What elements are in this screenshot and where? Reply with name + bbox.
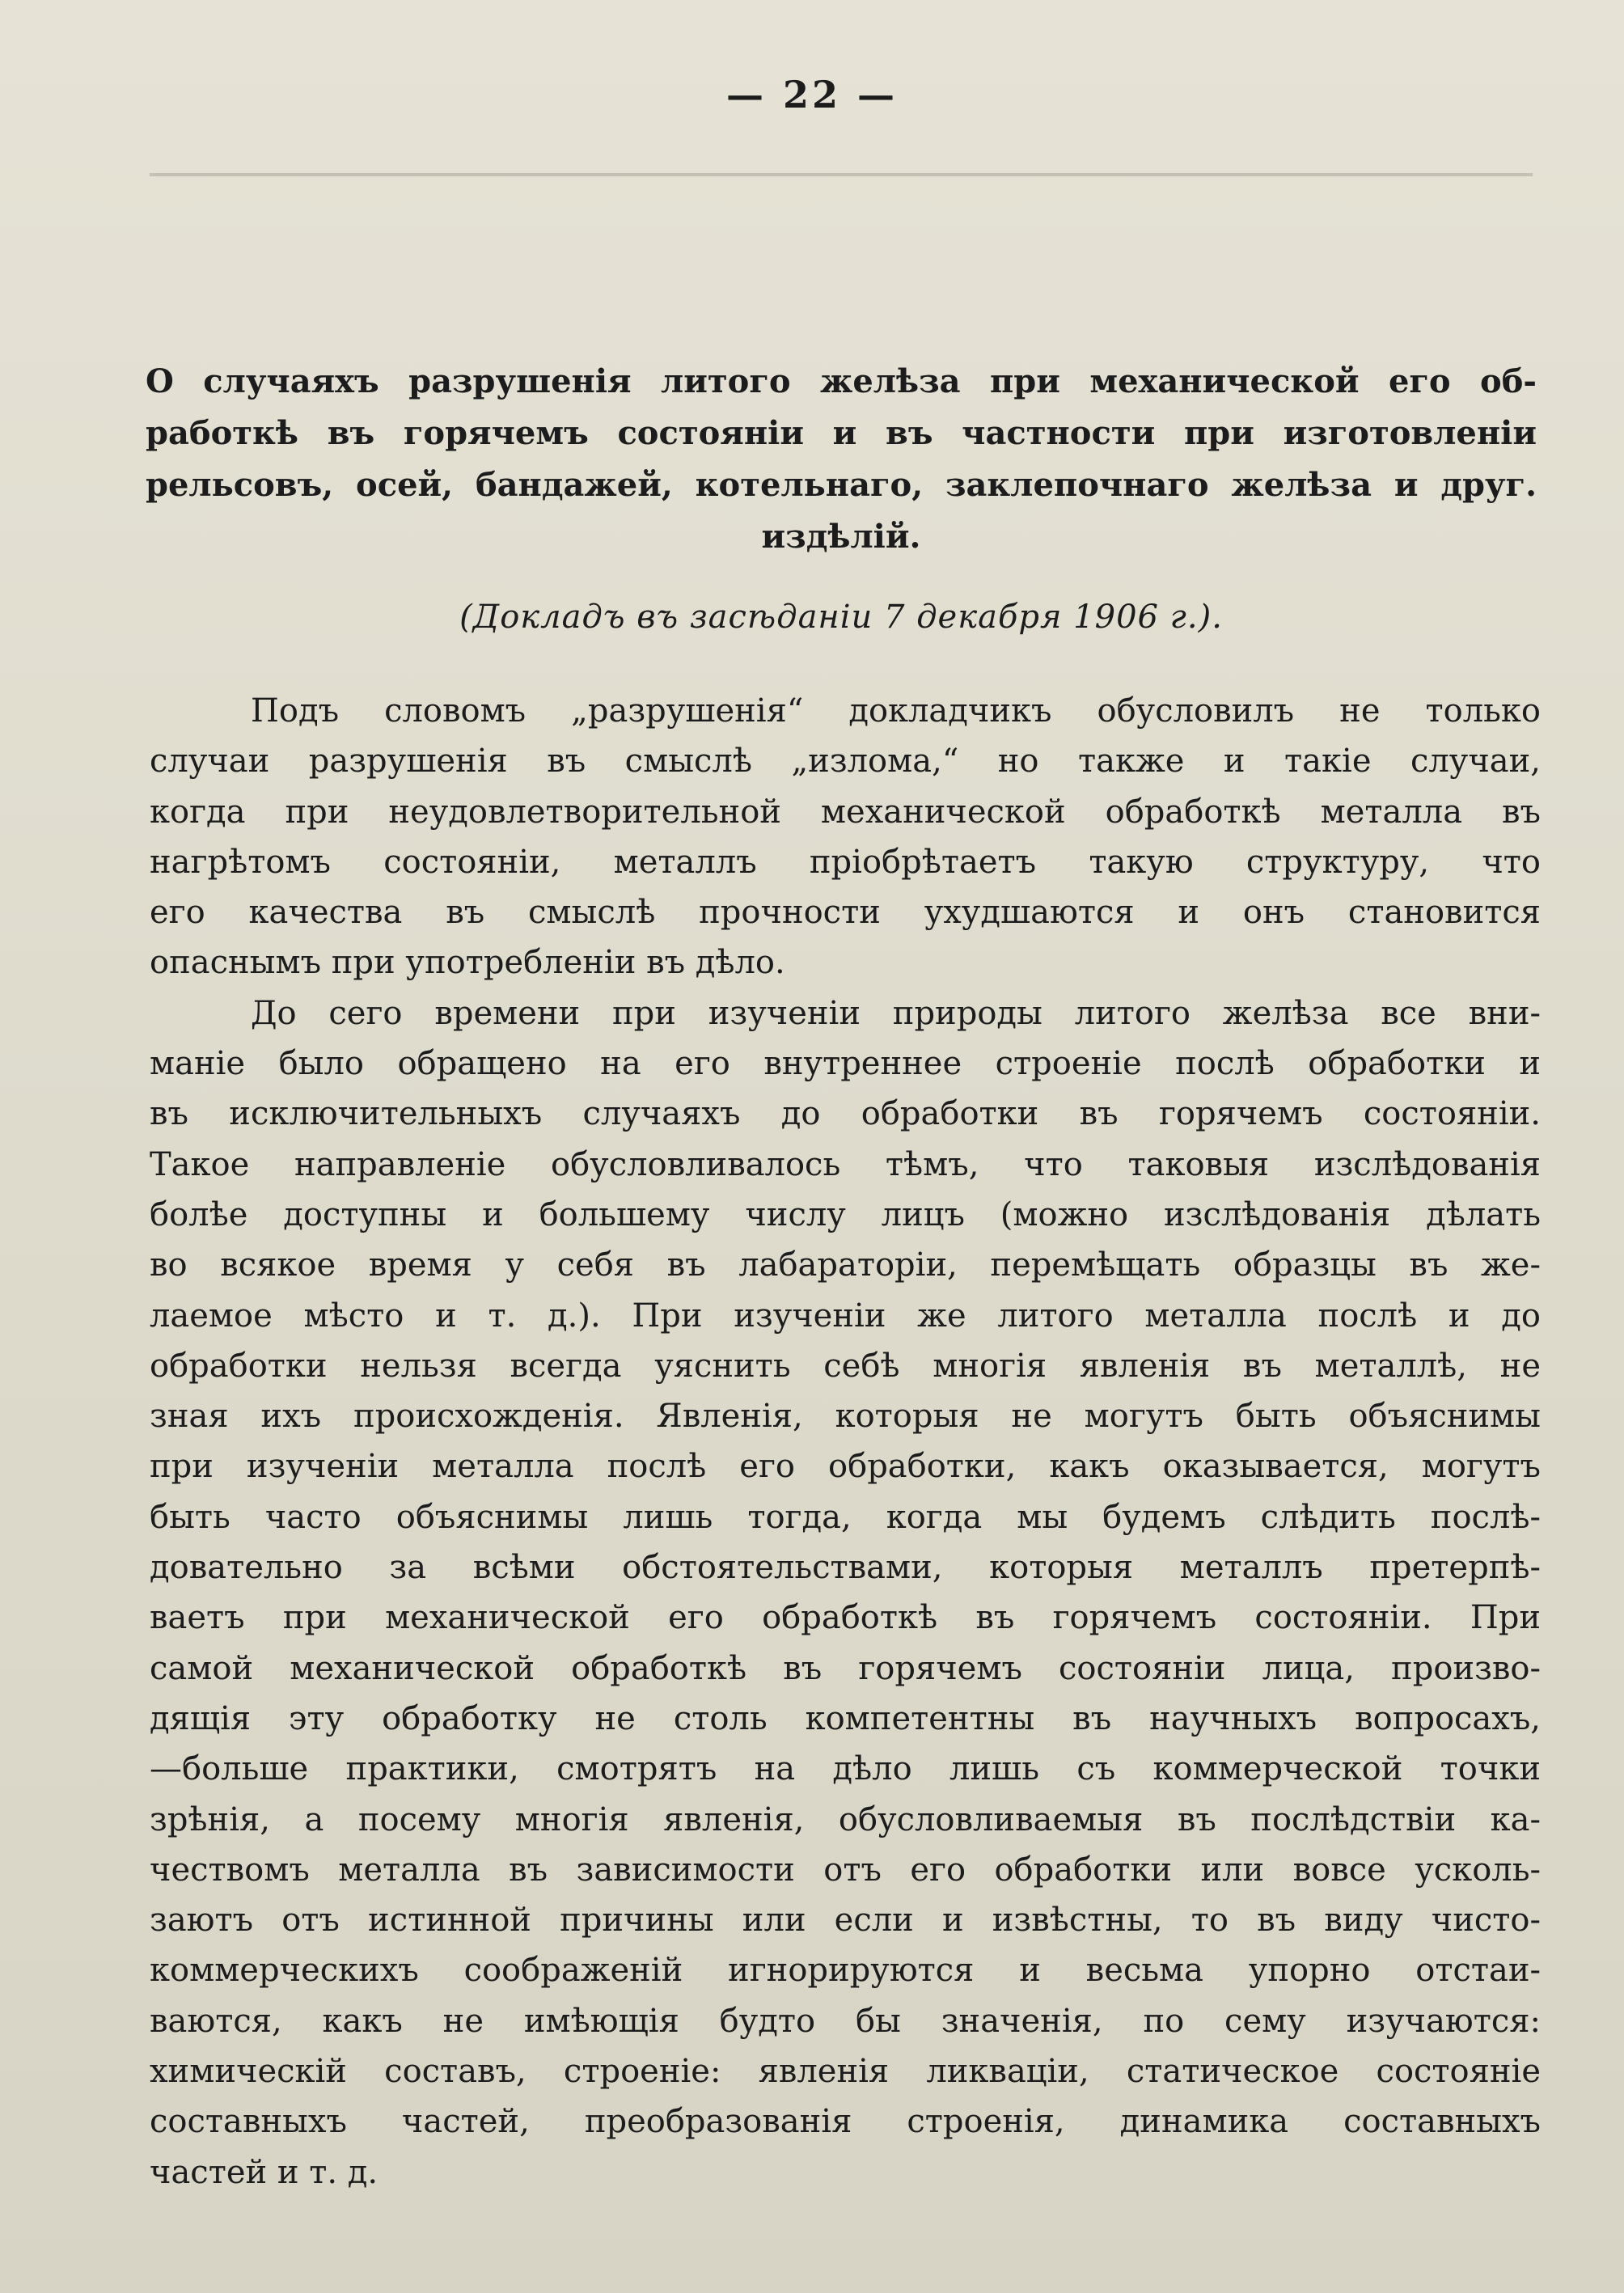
text-line: когда при неудовлетворительной механической обработкѣ металла въ xyxy=(150,793,1541,831)
title-line: О случаяхъ разрушенія литого желѣза при механической его об- xyxy=(146,362,1537,400)
text-line: при изученіи металла послѣ его обработки, какъ оказывается, могутъ xyxy=(150,1448,1541,1486)
text-line: До сего времени при изученіи природы литого желѣза все вни- xyxy=(251,994,1541,1032)
header-rule xyxy=(150,173,1533,176)
text-line: обработки нельзя всегда уяснить себѣ многія явленія въ металлѣ, не xyxy=(150,1347,1541,1385)
title-line: рельсовъ, осей, бандажей, котельнаго, заклепочнаго желѣза и друг. xyxy=(146,466,1537,504)
text-line: —больше практики, смотрятъ на дѣло лишь съ коммерческой точки xyxy=(150,1750,1541,1788)
text-line: коммерческихъ соображеній игнорируются и весьма упорно отстаи- xyxy=(150,1952,1541,1990)
text-line: Подъ словомъ „разрушенія“ докладчикъ обусловилъ не только xyxy=(251,692,1541,730)
text-line: опаснымъ при употребленіи въ дѣло. xyxy=(150,944,785,982)
article-title xyxy=(146,356,1537,563)
text-line: химическій составъ, строеніе: явленія ликваціи, статическое состояніе xyxy=(150,2053,1541,2091)
text-line: ваетъ при механической его обработкѣ въ горячемъ состояніи. При xyxy=(150,1599,1541,1637)
text-line: самой механической обработкѣ въ горячемъ состояніи лица, произво- xyxy=(150,1649,1541,1687)
title-line: издѣлій. xyxy=(761,518,921,556)
title-line: работкѣ въ горячемъ состояніи и въ частности при изготовленіи xyxy=(146,414,1537,452)
text-line: маніе было обращено на его внутреннее строеніе послѣ обработки и xyxy=(150,1045,1541,1083)
page-number: — 22 — xyxy=(725,73,899,116)
text-line: составныхъ частей, преобразованія строенія, динамика составныхъ xyxy=(150,2103,1541,2141)
text-line: довательно за всѣми обстоятельствами, которыя металлъ претерпѣ- xyxy=(150,1549,1541,1587)
text-line: нагрѣтомъ состояніи, металлъ пріобрѣтаетъ такую структуру, что xyxy=(150,843,1541,881)
text-line: быть часто объяснимы лишь тогда, когда мы будемъ слѣдить послѣ- xyxy=(150,1498,1541,1536)
text-line: заютъ отъ истинной причины или если и извѣстны, то въ виду чисто- xyxy=(150,1902,1541,1940)
text-line: зная ихъ происхожденія. Явленія, которыя не могутъ быть объяснимы xyxy=(150,1398,1541,1436)
text-line: чествомъ металла въ зависимости отъ его обработки или вовсе усколь- xyxy=(150,1851,1541,1889)
body-text xyxy=(150,686,1541,2198)
text-line: ваются, какъ не имѣющія будто бы значенія, по сему изучаются: xyxy=(150,2002,1541,2040)
text-line: въ исключительныхъ случаяхъ до обработки въ горячемъ состояніи. xyxy=(150,1095,1541,1133)
text-line: во всякое время у себя въ лабараторіи, перемѣщать образцы въ же- xyxy=(150,1246,1541,1284)
paragraph-1 xyxy=(150,686,1541,988)
text-line: лаемое мѣсто и т. д.). При изученіи же литого металла послѣ и до xyxy=(150,1297,1541,1335)
text-line: его качества въ смыслѣ прочности ухудшаются и онъ становится xyxy=(150,894,1541,932)
paragraph-2 xyxy=(150,988,1541,2198)
text-line: болѣе доступны и большему числу лицъ (можно изслѣдованія дѣлать xyxy=(150,1195,1541,1233)
text-line: Такое направленіе обусловливалось тѣмъ, что таковыя изслѣдованія xyxy=(150,1145,1541,1183)
text-line: дящія эту обработку не столь компетентны въ научныхъ вопросахъ, xyxy=(150,1699,1541,1737)
text-line: зрѣнія, а посему многія явленія, обусловливаемыя въ послѣдствіи ка- xyxy=(150,1800,1541,1838)
report-date-subtitle: (Докладъ въ засѣданіи 7 декабря 1906 г.). xyxy=(459,599,1223,636)
text-line: случаи разрушенія въ смыслѣ „излома,“ но также и такіе случаи, xyxy=(150,742,1541,781)
text-line: частей и т. д. xyxy=(150,2153,379,2191)
